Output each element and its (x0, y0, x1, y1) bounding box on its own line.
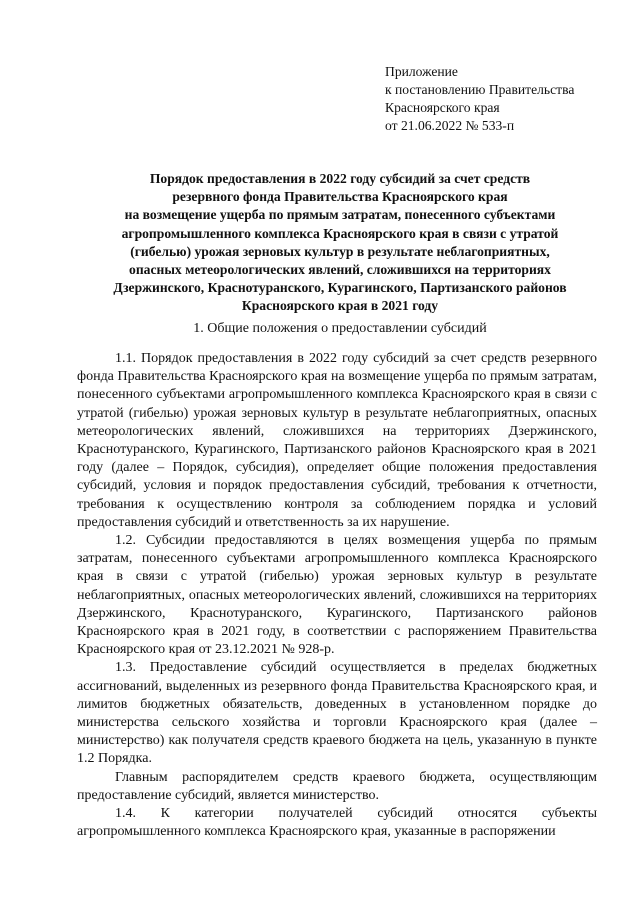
appendix-line: к постановлению Правительства (385, 82, 575, 97)
section-heading: 1. Общие положения о предоставлении субсидий (193, 321, 487, 336)
paragraph-1-1: 1.1. Порядок предоставления в 2022 году субсидий за счет средств резервного фонда Правительства Красноярского края на возмещение ущерба по прямым затратам, понесенного субъектами агропромышленного комплекса Красноярского края в связи с утратой (гибелью) урожая зерновых культур в результате неблагоприятных, опасных метеорологических явлений, сложившихся на территориях Дзержинского, Краснотуранского, Курагинского, Партизанского районов Красноярского края в 2021 году (далее – Порядок, субсидия), определяет общие положения предоставления субсидий, условия и порядок предоставления субсидий, требования к отчетности, требования к осуществлению контроля за соблюдением порядка и условий предоставления субсидий и ответственность за их нарушение. (77, 351, 597, 530)
appendix-line: от 21.06.2022 № 533-п (385, 118, 515, 133)
title-line: на возмещение ущерба по прямым затратам, понесенного субъектами (124, 207, 556, 223)
document-body (77, 350, 597, 841)
title-line: (гибелью) урожая зерновых культур в результате неблагоприятных, (130, 243, 550, 259)
paragraph-1-2: 1.2. Субсидии предоставляются в целях возмещения ущерба по прямым затратам, понесенного субъектами агропромышленного комплекса Красноярского края в связи с утратой (гибелью) урожая зерновых культур в результате неблагоприятных, опасных метеорологических явлений, сложившихся на территориях Дзержинского, Краснотуранского, Курагинского, Партизанского районов Красноярского края в 2021 году, в соответствии с распоряжением Правительства Красноярского края от 23.12.2021 № 928-р. (77, 533, 597, 658)
title-line: Порядок предоставления в 2022 году субсидий за счет средств (149, 171, 531, 186)
appendix-line: Приложение (385, 64, 458, 79)
title-line: резервного фонда Правительства Красноярского края (172, 189, 508, 205)
appendix-line: Красноярского края (385, 100, 500, 115)
title-line: опасных метеорологических явлений, сложившихся на территориях (129, 262, 551, 278)
title-line: Красноярского края в 2021 году (241, 298, 439, 314)
appendix-block (385, 63, 574, 135)
paragraph-1-3: 1.3. Предоставление субсидий осуществляется в пределах бюджетных ассигнований, выделенных из резервного фонда Правительства Красноярского края, и лимитов бюджетных обязательств, доведенных в установленном порядке до министерства сельского хозяйства и торговли Красноярского края (далее – министерство) как получателя средств краевого бюджета на цель, указанную в пункте 1.2 Порядка. (77, 660, 597, 767)
paragraph-1-4: 1.4. К категории получателей субсидий относятся субъекты агропромышленного комплекса Красноярского края, указанные в распоряжении (77, 806, 597, 840)
paragraph-main-distributor: Главным распорядителем средств краевого бюджета, осуществляющим предоставление субсидий, является министерство. (77, 769, 597, 803)
document-title (60, 170, 620, 316)
title-line: агропромышленного комплекса Красноярского края в связи с утратой (121, 225, 559, 241)
title-line: Дзержинского, Краснотуранского, Курагинского, Партизанского районов (113, 280, 567, 296)
